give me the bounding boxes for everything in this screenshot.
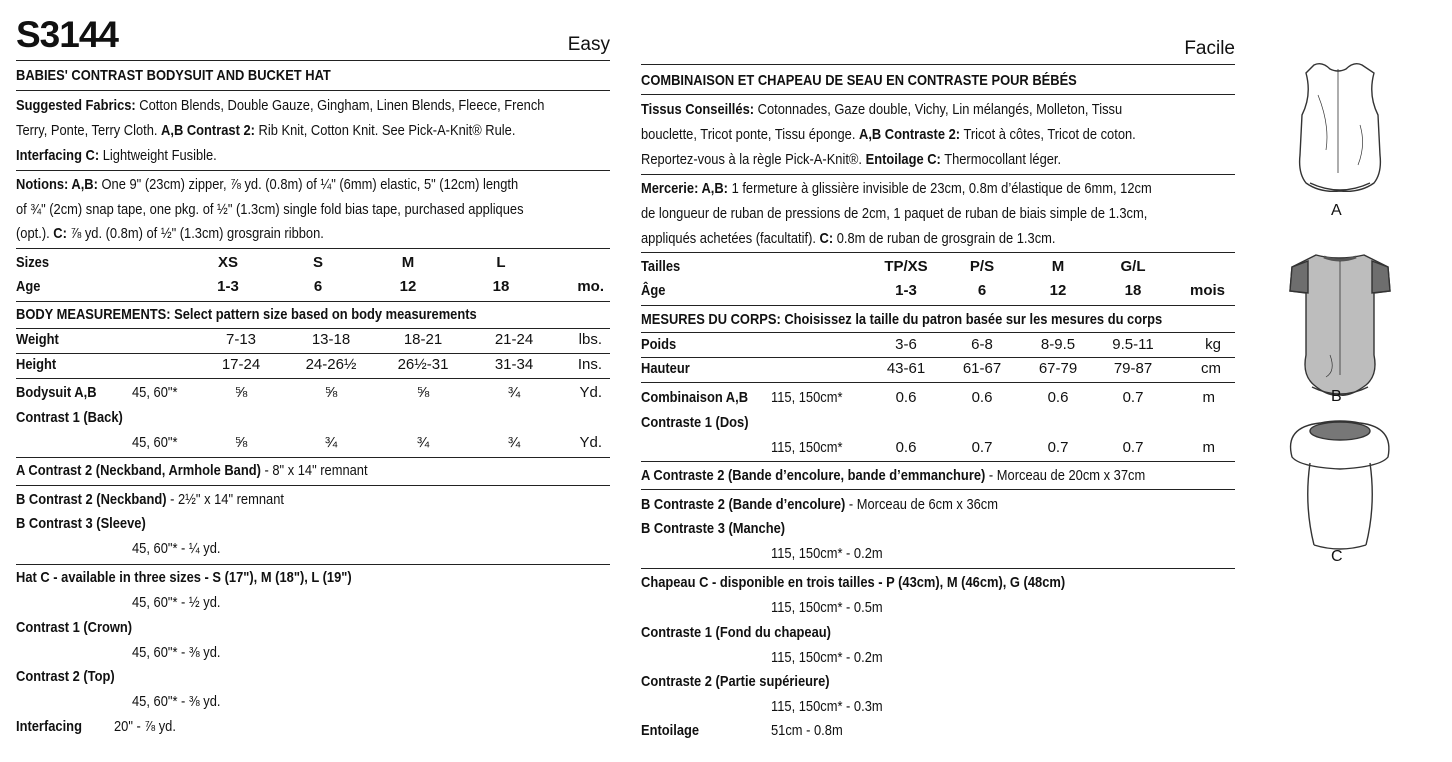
hat-value: 45, 60"* - ½ yd. (132, 594, 221, 611)
size-header-fr: G/L (1120, 258, 1146, 275)
hat-label: Hat C - available in three sizes - S (17"), M (18"), L (19") (16, 569, 352, 586)
size-header: S (312, 254, 323, 271)
height-unit: Ins. (577, 356, 602, 373)
hat-label-fr: Chapeau C - disponible en trois tailles - P (43cm), M (46cm), G (48cm) (641, 574, 1066, 591)
meterage-value-fr: 0.7 (1122, 389, 1144, 406)
view-illustrations (1270, 55, 1410, 575)
contrast1-label: Contrast 1 (Back) (16, 409, 123, 426)
top-value: 45, 60"* - ⅜ yd. (132, 693, 221, 710)
meterage-value-fr: 0.7 (1047, 439, 1069, 456)
divider (16, 60, 610, 61)
divider (16, 457, 610, 458)
yardage-value: ⅝ (324, 384, 338, 401)
age-value-fr: 1-3 (895, 282, 917, 299)
sizes-label-fr: Tailles (641, 258, 681, 275)
b-contrast2-fr: B Contraste 2 (Bande d’encolure) - Morceau de 6cm x 36cm (641, 496, 998, 513)
fabric-width: 45, 60"* (132, 434, 178, 451)
age-value: 12 (399, 278, 417, 295)
yardage-value: ¾ (507, 434, 521, 451)
weight-label-fr: Poids (641, 336, 677, 353)
divider (641, 64, 1235, 65)
height-value: 17-24 (221, 356, 261, 373)
size-header: M (401, 254, 415, 271)
meterage-value-fr: 0.6 (1047, 389, 1069, 406)
body-measurements-heading: BODY MEASUREMENTS: Select pattern size based on body measurements (16, 306, 477, 323)
notions-line-2-fr: de longueur de ruban de pressions de 2cm, 1 paquet de ruban de biais simple de 1.3cm, (641, 205, 1148, 222)
weight-unit-fr: kg (1205, 336, 1221, 353)
meterage-value-fr: 0.6 (971, 389, 993, 406)
bodysuit-a-illustration (1300, 64, 1381, 192)
meterage-value-fr: 0.6 (895, 439, 917, 456)
weight-value: 7-13 (225, 331, 257, 348)
top-value-fr: 115, 150cm* - 0.3m (771, 698, 883, 715)
bodysuit-b-illustration (1290, 255, 1390, 395)
fabrics-line-1-fr: Tissus Conseillés: Cotonnades, Gaze double, Vichy, Lin mélangés, Molleton, Tissu (641, 101, 1123, 118)
yardage-value: ¾ (507, 384, 521, 401)
divider (641, 568, 1235, 569)
weight-value: 18-21 (403, 331, 443, 348)
divider (16, 353, 610, 354)
height-value-fr: 61-67 (962, 360, 1002, 377)
top-label: Contrast 2 (Top) (16, 668, 115, 685)
notions-line-1-fr: Mercerie: A,B: 1 fermeture à glissière invisible de 23cm, 0.8m d’élastique de 6mm, 12cm (641, 180, 1152, 197)
b-contrast2: B Contrast 2 (Neckband) - 2½" x 14" remnant (16, 491, 284, 508)
divider (16, 485, 610, 486)
height-value-fr: 43-61 (886, 360, 926, 377)
meterage-unit-fr: m (1202, 389, 1215, 406)
notions-line-3: (opt.). C: ⅞ yd. (0.8m) of ½" (1.3cm) grosgrain ribbon. (16, 225, 324, 242)
interfacing-value: 20" - ⅞ yd. (114, 718, 176, 735)
divider (16, 328, 610, 329)
age-label: Age (16, 278, 41, 295)
height-value-fr: 67-79 (1038, 360, 1078, 377)
bodysuit-label-fr: Combinaison A,B (641, 389, 749, 406)
pattern-number: S3144 (16, 14, 118, 55)
divider (641, 252, 1235, 253)
age-label-fr: Âge (641, 282, 666, 299)
yardage-value: ⅝ (416, 384, 430, 401)
notions-line-1: Notions: A,B: One 9" (23cm) zipper, ⅞ yd. (0.8m) of ¼" (6mm) elastic, 5" (12cm) length (16, 176, 519, 193)
divider (641, 461, 1235, 462)
b-contrast3-label: B Contrast 3 (Sleeve) (16, 515, 146, 532)
meterage-value-fr: 0.6 (895, 389, 917, 406)
divider (16, 90, 610, 91)
age-unit: mo. (577, 278, 604, 295)
crown-value-fr: 115, 150cm* - 0.2m (771, 649, 883, 666)
height-unit-fr: cm (1201, 360, 1221, 377)
height-value: 24-26½ (305, 356, 357, 373)
yardage-value: ⅝ (234, 384, 248, 401)
a-contrast2-fr: A Contraste 2 (Bande d’encolure, bande d’emmanchure) - Morceau de 20cm x 37cm (641, 467, 1146, 484)
view-c-label: C (1331, 548, 1343, 565)
size-header-fr: TP/XS (884, 258, 928, 275)
contrast1-label-fr: Contraste 1 (Dos) (641, 414, 749, 431)
crown-label: Contrast 1 (Crown) (16, 619, 133, 636)
pattern-title-fr: COMBINAISON ET CHAPEAU DE SEAU EN CONTRASTE POUR BÉBÉS (641, 72, 1077, 89)
difficulty-level-fr: Facile (1184, 38, 1235, 59)
yardage-value: ¾ (324, 434, 338, 451)
weight-unit: lbs. (578, 331, 602, 348)
top-label-fr: Contraste 2 (Partie supérieure) (641, 673, 830, 690)
age-value: 1-3 (217, 278, 239, 295)
yardage-value: ¾ (416, 434, 430, 451)
divider (641, 382, 1235, 383)
notions-line-2: of ¾" (2cm) snap tape, one pkg. of ½" (1.3cm) single fold bias tape, purchased appliques (16, 201, 524, 218)
divider (641, 305, 1235, 306)
divider (641, 94, 1235, 95)
weight-label: Weight (16, 331, 59, 348)
fabric-width: 45, 60"* (132, 384, 178, 401)
notions-line-3-fr: appliqués achetées (facultatif). C: 0.8m de ruban de grosgrain de 1.3cm. (641, 230, 1056, 247)
difficulty-level: Easy (567, 34, 610, 55)
divider (641, 332, 1235, 333)
size-header: XS (217, 254, 238, 271)
size-header-fr: M (1051, 258, 1065, 275)
fabric-width-fr: 115, 150cm* (771, 389, 843, 406)
divider (16, 248, 610, 249)
weight-value-fr: 6-8 (971, 336, 993, 353)
interfacing-note: Interfacing C: Lightweight Fusible. (16, 147, 217, 164)
yardage-unit: Yd. (579, 434, 602, 451)
age-value: 6 (313, 278, 323, 295)
height-label-fr: Hauteur (641, 360, 690, 377)
weight-value-fr: 8-9.5 (1040, 336, 1076, 353)
age-unit-fr: mois (1189, 282, 1225, 299)
divider (16, 564, 610, 565)
divider (16, 378, 610, 379)
divider (641, 489, 1235, 490)
view-b-label: B (1331, 388, 1342, 405)
bucket-hat-c-illustration (1291, 421, 1389, 549)
fabrics-line-2-fr: bouclette, Tricot ponte, Tissu éponge. A,B Contraste 2: Tricot à côtes, Tricot de coton. (641, 126, 1136, 143)
divider (16, 301, 610, 302)
age-value: 18 (492, 278, 510, 295)
fabrics-line-1: Suggested Fabrics: Cotton Blends, Double Gauze, Gingham, Linen Blends, Fleece, French (16, 97, 545, 114)
crown-label-fr: Contraste 1 (Fond du chapeau) (641, 624, 831, 641)
divider (641, 174, 1235, 175)
body-measurements-heading-fr: MESURES DU CORPS: Choisissez la taille du patron basée sur les mesures du corps (641, 311, 1163, 328)
b-contrast3-value-fr: 115, 150cm* - 0.2m (771, 545, 883, 562)
weight-value: 21-24 (494, 331, 534, 348)
a-contrast2: A Contrast 2 (Neckband, Armhole Band) - 8" x 14" remnant (16, 462, 368, 479)
size-header-fr: P/S (969, 258, 995, 275)
fabrics-line-3-fr: Reportez-vous à la règle Pick-A-Knit®. Entoilage C: Thermocollant léger. (641, 151, 1062, 168)
size-header: L (496, 254, 506, 271)
age-value-fr: 12 (1049, 282, 1067, 299)
yardage-value: ⅝ (234, 434, 248, 451)
divider (16, 170, 610, 171)
interfacing-label-fr: Entoilage (641, 722, 700, 739)
weight-value-fr: 3-6 (895, 336, 917, 353)
divider (641, 357, 1235, 358)
sizes-label: Sizes (16, 254, 49, 271)
height-value: 26½-31 (397, 356, 449, 373)
height-value: 31-34 (494, 356, 534, 373)
bodysuit-label: Bodysuit A,B (16, 384, 97, 401)
meterage-value-fr: 0.7 (1122, 439, 1144, 456)
hat-value-fr: 115, 150cm* - 0.5m (771, 599, 883, 616)
age-value-fr: 6 (977, 282, 987, 299)
meterage-unit-fr: m (1202, 439, 1215, 456)
b-contrast3-label-fr: B Contraste 3 (Manche) (641, 520, 786, 537)
fabric-width-fr: 115, 150cm* (771, 439, 843, 456)
b-contrast3-value: 45, 60"* - ¼ yd. (132, 540, 221, 557)
meterage-value-fr: 0.7 (971, 439, 993, 456)
age-value-fr: 18 (1124, 282, 1142, 299)
yardage-unit: Yd. (579, 384, 602, 401)
weight-value: 13-18 (311, 331, 351, 348)
fabrics-line-2: Terry, Ponte, Terry Cloth. A,B Contrast 2: Rib Knit, Cotton Knit. See Pick-A-Knit® Rule. (16, 122, 516, 139)
pattern-title: BABIES' CONTRAST BODYSUIT AND BUCKET HAT (16, 67, 331, 84)
weight-value-fr: 9.5-11 (1112, 336, 1154, 353)
crown-value: 45, 60"* - ⅜ yd. (132, 644, 221, 661)
view-a-label: A (1331, 202, 1342, 219)
interfacing-label: Interfacing (16, 718, 82, 735)
height-label: Height (16, 356, 57, 373)
height-value-fr: 79-87 (1113, 360, 1153, 377)
interfacing-value-fr: 51cm - 0.8m (771, 722, 843, 739)
